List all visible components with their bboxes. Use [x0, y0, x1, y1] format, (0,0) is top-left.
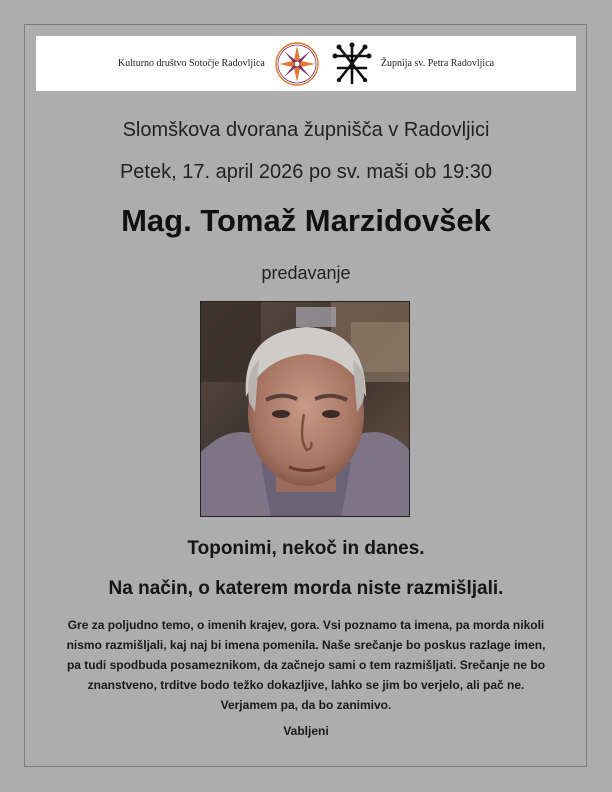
description-line: Gre za poljudno temo, o imenih krajev, gora. Vsi poznamo ta imena, pa morda nikoli — [67, 618, 545, 632]
description-line: pa tudi spodbuda posameznikom, da začnejo sami o tem razmišljati. Srečanje ne bo — [66, 658, 546, 672]
invitation-text: Vabljeni — [283, 724, 329, 738]
description-line: nismo razmišljali, kaj naj bi imena pomenila. Naše srečanje bo poskus razlage imen, — [66, 638, 546, 652]
description-line: znanstveno, trditve bodo težko dokazljive, lahko se jim bo verjelo, ali pač ne. — [87, 678, 525, 692]
event-type: predavanje — [261, 263, 351, 283]
speaker-photo — [200, 301, 410, 517]
left-organization-name: Kulturno društvo Sotočje Radovljica — [117, 58, 265, 69]
description-line: Verjamem pa, da bo zanimivo. — [220, 698, 392, 712]
lecture-description — [40, 615, 572, 715]
right-organization-name: Župnija sv. Petra Radovljica — [380, 58, 495, 69]
header-banner — [36, 36, 576, 91]
sun-flower-logo-icon — [273, 40, 321, 88]
event-venue: Slomškova dvorana župnišča v Radovljici — [122, 119, 490, 141]
speaker-name: Mag. Tomaž Marzidovšek — [121, 203, 491, 238]
lecture-title: Toponimi, nekoč in danes. — [187, 538, 425, 559]
event-datetime: Petek, 17. april 2026 po sv. maši ob 19:30 — [119, 161, 493, 183]
snowflake-cross-logo-icon — [329, 42, 375, 86]
lecture-subtitle: Na način, o katerem morda niste razmišljali. — [108, 578, 504, 599]
